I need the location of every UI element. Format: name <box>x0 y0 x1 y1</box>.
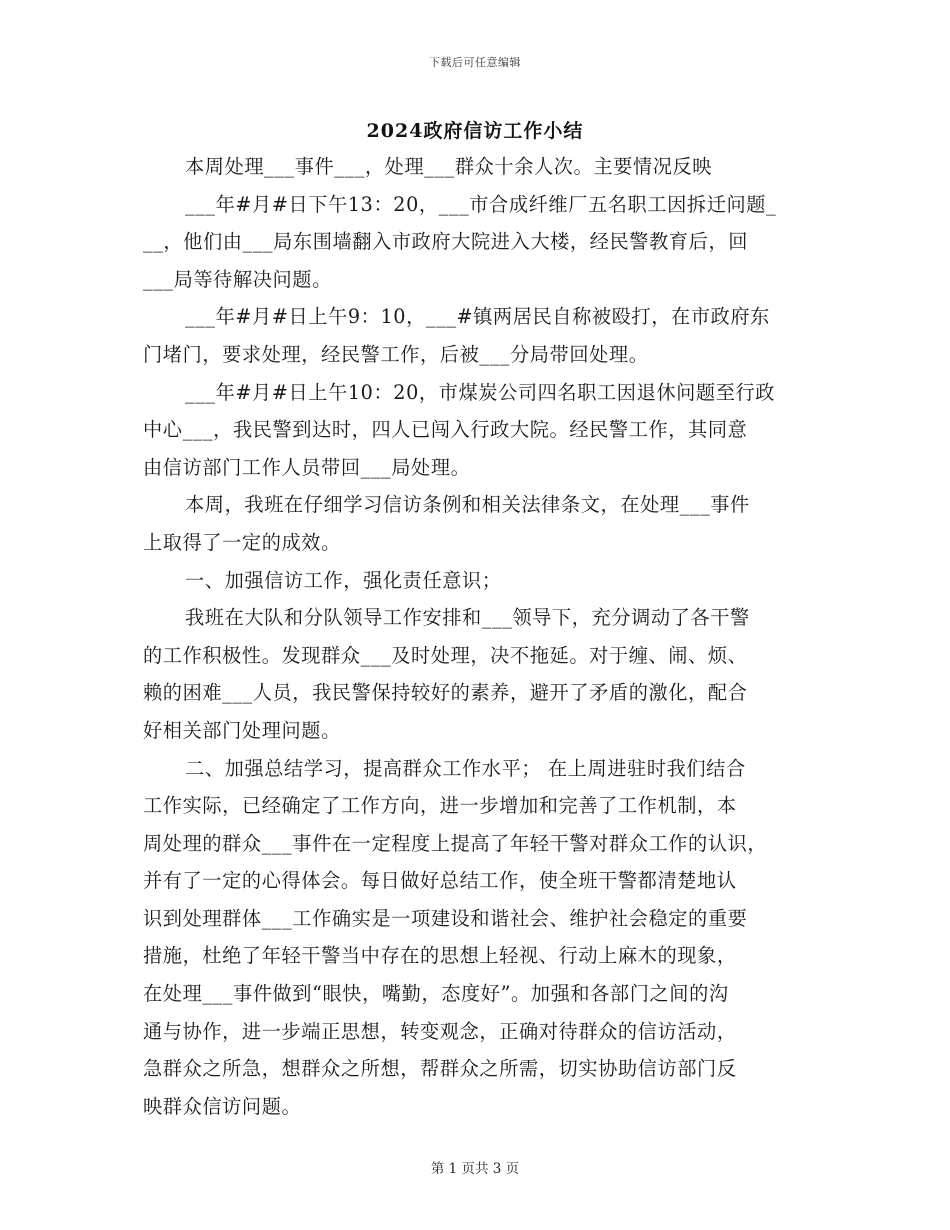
body-line: 由信访部门工作人员带回___局处理。 <box>143 455 471 479</box>
body-line: 中心___，我民警到达时，四人已闯入行政大院。经民警工作，其同意 <box>143 418 748 442</box>
body-line: 周处理的群众___事件在一定程度上提高了年轻干警对群众工作的认识， <box>143 831 768 855</box>
body-line: 并有了一定的心得体会。每日做好总结工作，使全班干警都清楚地认 <box>143 869 737 893</box>
body-line: __，他们由___局东围墙翻入市政府大院进入大楼，经民警教育后，回 <box>143 230 749 254</box>
body-line: 在处理___事件做到“眼快，嘴勤，态度好”。加强和各部门之间的沟 <box>143 982 729 1006</box>
body-line: 措施，杜绝了年轻干警当中存在的思想上轻视、行动上麻木的现象， <box>143 944 737 968</box>
page-footer: 第 1 页共 3 页 <box>430 1161 520 1177</box>
body-line: 急群众之所急，想群众之所想，帮群众之所需，切实协助信访部门反 <box>143 1057 737 1081</box>
document-body <box>143 148 811 1125</box>
document-title: 2024政府信访工作小结 <box>366 120 584 142</box>
body-line: 工作实际，已经确定了工作方向，进一步增加和完善了工作机制，本 <box>143 794 737 818</box>
body-line: 一、加强信访工作，强化责任意识； <box>185 568 502 592</box>
body-line: 识到处理群体___工作确实是一项建设和谐社会、维护社会稳定的重要 <box>143 906 748 930</box>
body-line: 通与协作，进一步端正思想，转变观念，正确对待群众的信访活动， <box>143 1019 737 1043</box>
page-header: 下载后可任意编辑 <box>429 56 521 69</box>
body-line: 上取得了一定的成效。 <box>143 530 341 554</box>
body-line: 门堵门，要求处理，经民警工作，后被___分局带回处理。 <box>143 342 649 366</box>
body-line: ___年#月#日上午9：10，___#镇两居民自称被殴打，在市政府东 <box>185 305 770 329</box>
body-line: 赖的困难___人员，我民警保持较好的素养，避开了矛盾的激化，配合 <box>143 681 748 705</box>
body-line: 的工作积极性。发现群众___及时处理，决不拖延。对于缠、闹、烦、 <box>143 643 748 667</box>
body-line: 二、加强总结学习，提高群众工作水平； 在上周进驻时我们结合 <box>185 756 746 780</box>
body-line: 好相关部门处理问题。 <box>143 718 341 742</box>
body-line: ___年#月#日上午10：20，市煤炭公司四名职工因退休问题至行政 <box>185 380 776 404</box>
body-line: 我班在大队和分队领导工作安排和___领导下，充分调动了各干警 <box>185 606 750 630</box>
body-line: ___局等待解决问题。 <box>143 267 332 291</box>
body-line: 本周，我班在仔细学习信访条例和相关法律条文，在处理___事件 <box>185 493 750 517</box>
body-line: ___年#月#日下午13：20，___市合成纤维厂五名职工因拆迁问题_ <box>185 192 777 216</box>
body-line: 本周处理___事件___，处理___群众十余人次。主要情况反映 <box>185 155 713 178</box>
body-line: 映群众信访问题。 <box>143 1094 302 1118</box>
